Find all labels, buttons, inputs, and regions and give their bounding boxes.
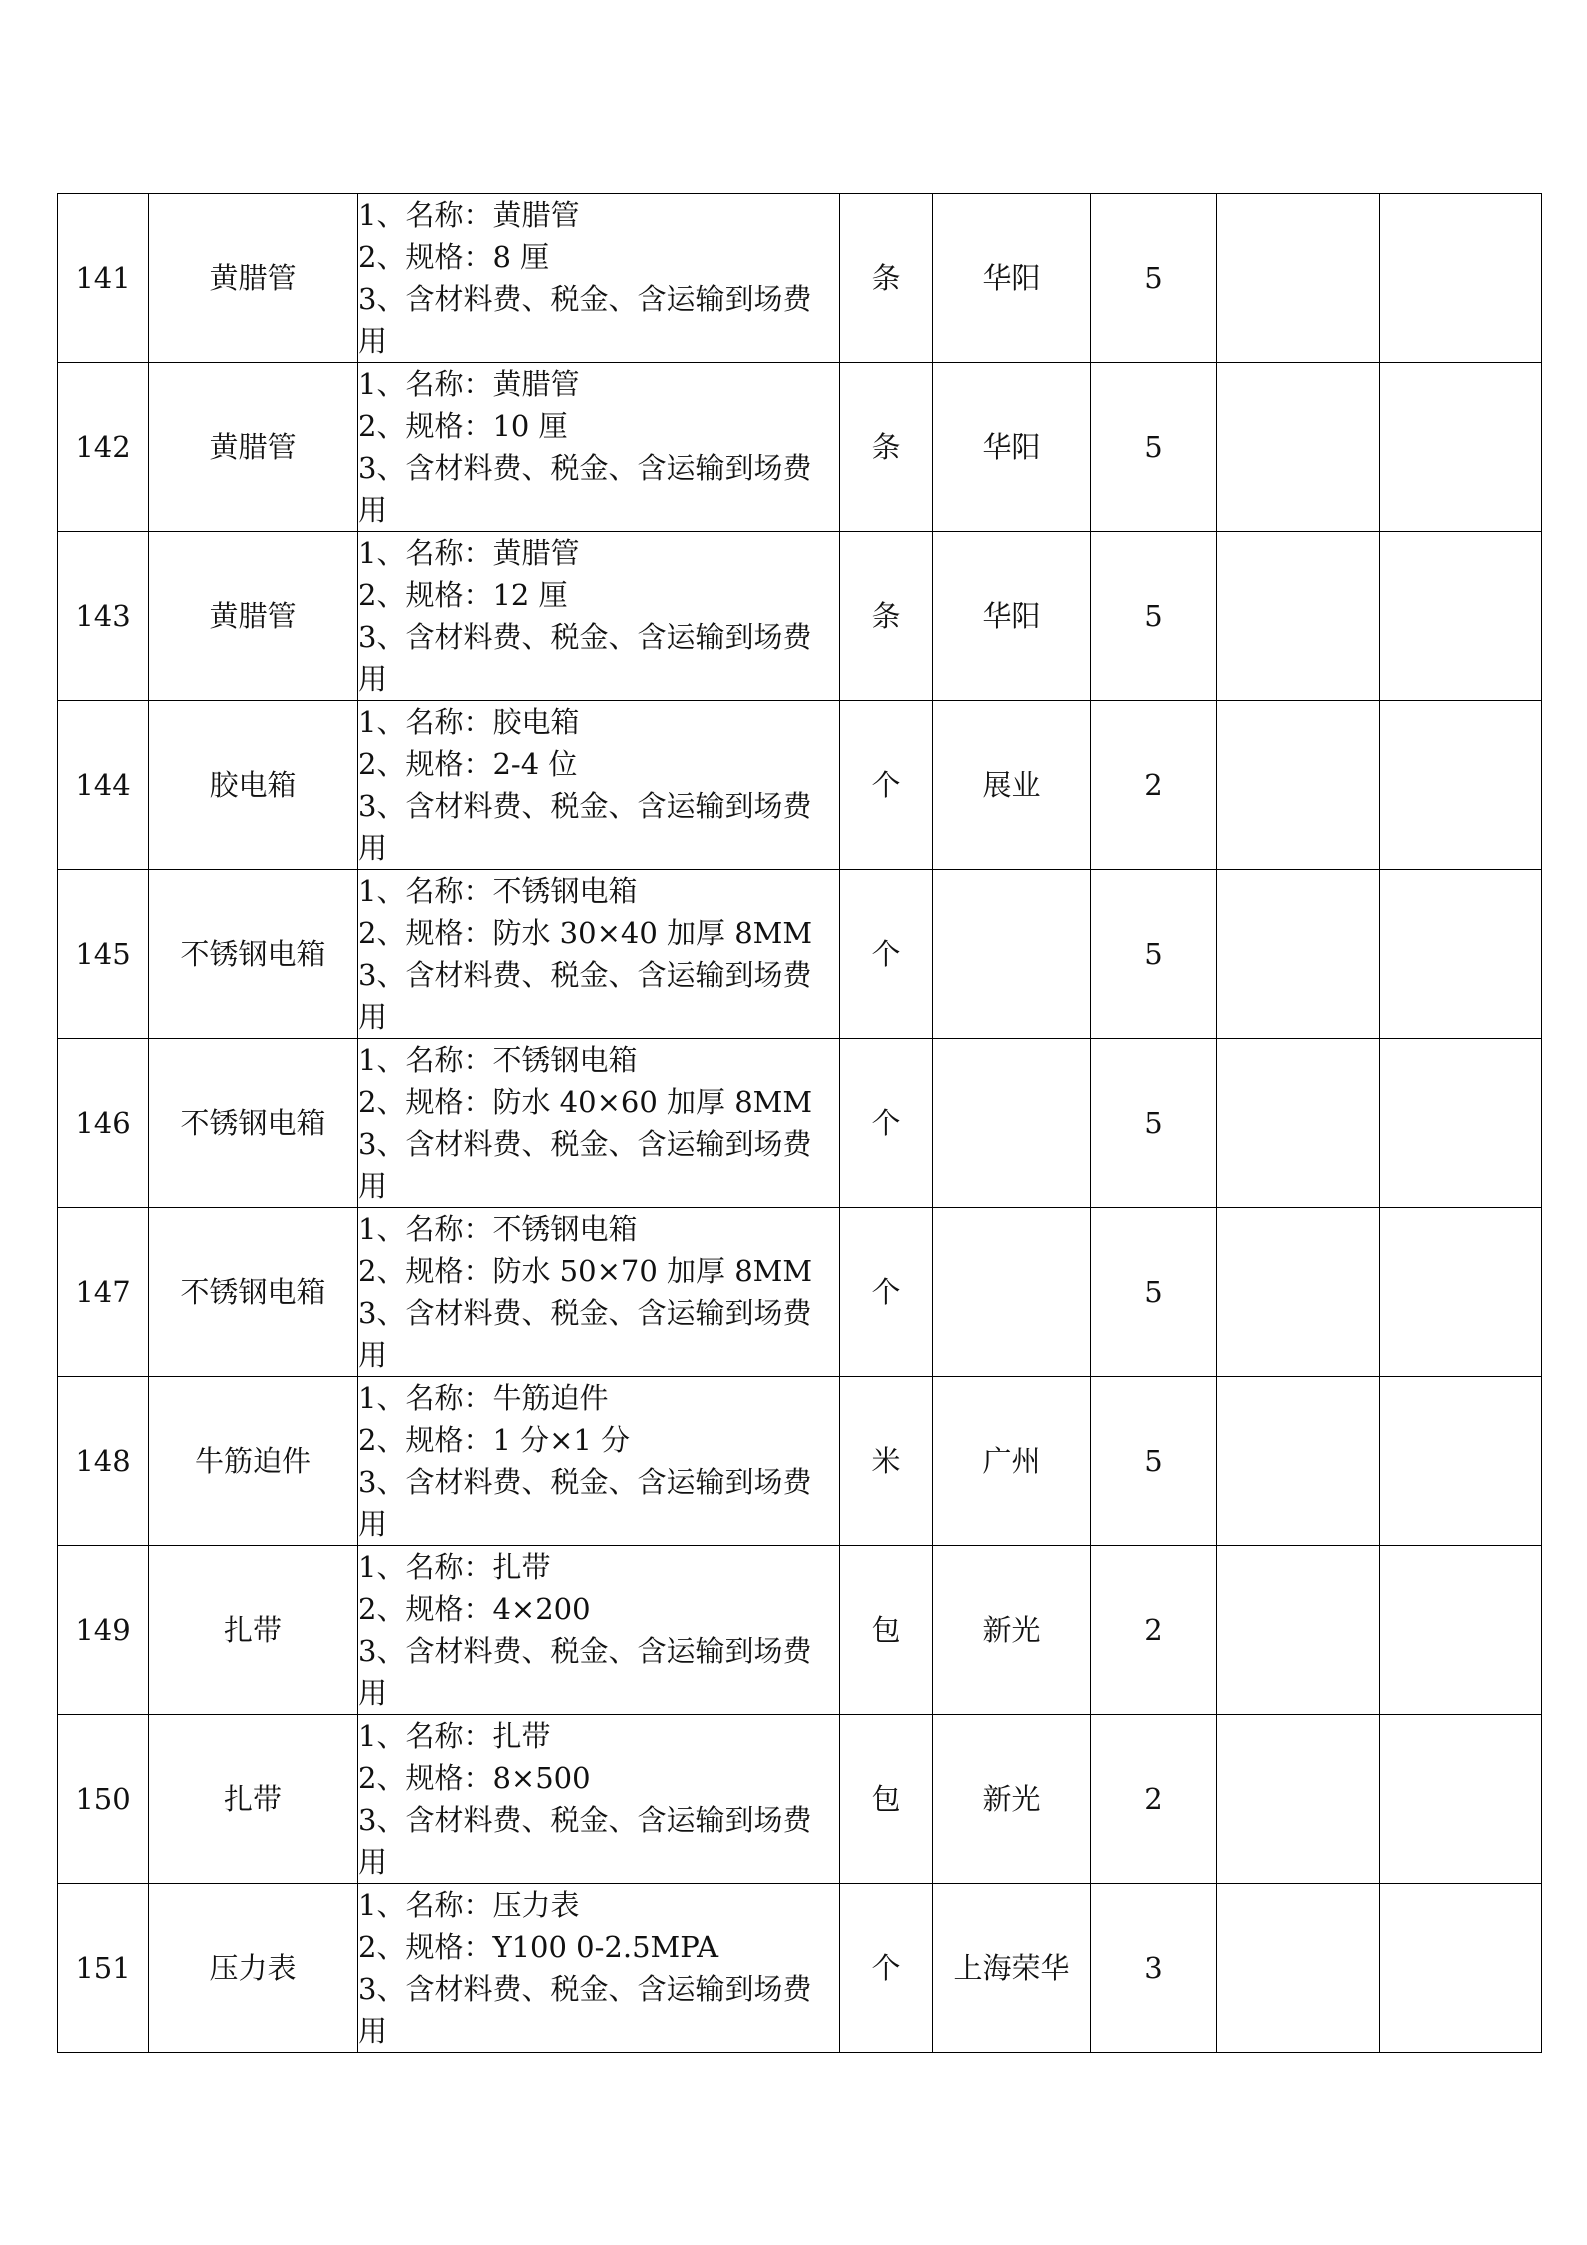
- item-unit-cell: 条: [840, 532, 933, 701]
- item-total-price-cell: [1380, 363, 1542, 532]
- item-description-cell: [358, 1208, 840, 1377]
- table-row: [58, 1546, 1542, 1715]
- table-row: [58, 701, 1542, 870]
- description-line: 3、含材料费、税金、含运输到场费: [358, 958, 812, 992]
- description-line: 3、含材料费、税金、含运输到场费: [358, 620, 812, 654]
- description-line: 用: [358, 831, 388, 865]
- item-unit-cell: 个: [840, 870, 933, 1039]
- item-quantity-cell: 5: [1091, 532, 1217, 701]
- item-total-price-cell: [1380, 1377, 1542, 1546]
- description-line: 1、名称：扎带: [358, 1550, 551, 1584]
- description-line: 3、含材料费、税金、含运输到场费: [358, 789, 812, 823]
- description-line: 1、名称：不锈钢电箱: [358, 1043, 638, 1077]
- item-brand-cell: [933, 1039, 1091, 1208]
- item-total-price-cell: [1380, 1884, 1542, 2053]
- table-row: [58, 194, 1542, 363]
- item-number-cell: 151: [58, 1884, 149, 2053]
- description-line: 用: [358, 1338, 388, 1372]
- item-brand-cell: 上海荣华: [933, 1884, 1091, 2053]
- item-number-cell: 147: [58, 1208, 149, 1377]
- description-line: 1、名称：胶电箱: [358, 705, 580, 739]
- item-unit-price-cell: [1217, 1884, 1380, 2053]
- item-unit-price-cell: [1217, 363, 1380, 532]
- description-line: 1、名称：不锈钢电箱: [358, 874, 638, 908]
- description-line: 用: [358, 493, 388, 527]
- item-unit-cell: 个: [840, 1884, 933, 2053]
- item-unit-cell: 米: [840, 1377, 933, 1546]
- item-total-price-cell: [1380, 870, 1542, 1039]
- item-total-price-cell: [1380, 532, 1542, 701]
- item-description-cell: [358, 870, 840, 1039]
- description-line: 2、规格：Y100 0-2.5MPA: [358, 1930, 719, 1964]
- item-unit-cell: 个: [840, 1039, 933, 1208]
- description-line: 用: [358, 1000, 388, 1034]
- description-line: 2、规格：8×500: [358, 1761, 591, 1795]
- description-line: 用: [358, 1845, 388, 1879]
- item-number-cell: 150: [58, 1715, 149, 1884]
- description-line: 2、规格：12 厘: [358, 578, 568, 612]
- item-unit-price-cell: [1217, 1715, 1380, 1884]
- item-unit-price-cell: [1217, 701, 1380, 870]
- item-unit-price-cell: [1217, 1377, 1380, 1546]
- item-quantity-cell: 5: [1091, 1377, 1217, 1546]
- item-brand-cell: 华阳: [933, 194, 1091, 363]
- table-row: [58, 532, 1542, 701]
- item-brand-cell: 华阳: [933, 532, 1091, 701]
- item-quantity-cell: 2: [1091, 701, 1217, 870]
- item-description-cell: [358, 701, 840, 870]
- description-line: 用: [358, 1507, 388, 1541]
- item-unit-cell: 条: [840, 363, 933, 532]
- item-quantity-cell: 5: [1091, 1039, 1217, 1208]
- item-description-cell: [358, 1715, 840, 1884]
- item-name-cell: 牛筋迫件: [149, 1377, 358, 1546]
- table-body: [58, 194, 1542, 2053]
- item-brand-cell: 新光: [933, 1715, 1091, 1884]
- item-description-cell: [358, 363, 840, 532]
- table-row: [58, 1039, 1542, 1208]
- description-line: 3、含材料费、税金、含运输到场费: [358, 1127, 812, 1161]
- item-total-price-cell: [1380, 1546, 1542, 1715]
- description-line: 2、规格：1 分×1 分: [358, 1423, 631, 1457]
- item-total-price-cell: [1380, 194, 1542, 363]
- description-line: 2、规格：8 厘: [358, 240, 550, 274]
- table-row: [58, 1715, 1542, 1884]
- item-unit-cell: 个: [840, 1208, 933, 1377]
- description-line: 2、规格：10 厘: [358, 409, 568, 443]
- description-line: 1、名称：扎带: [358, 1719, 551, 1753]
- item-name-cell: 胶电箱: [149, 701, 358, 870]
- item-name-cell: 不锈钢电箱: [149, 1208, 358, 1377]
- item-brand-cell: 华阳: [933, 363, 1091, 532]
- item-unit-cell: 条: [840, 194, 933, 363]
- item-description-cell: [358, 1546, 840, 1715]
- item-number-cell: 146: [58, 1039, 149, 1208]
- item-quantity-cell: 3: [1091, 1884, 1217, 2053]
- description-line: 3、含材料费、税金、含运输到场费: [358, 1803, 812, 1837]
- description-line: 1、名称：压力表: [358, 1888, 580, 1922]
- item-unit-price-cell: [1217, 1546, 1380, 1715]
- item-name-cell: 不锈钢电箱: [149, 1039, 358, 1208]
- item-description-cell: [358, 1884, 840, 2053]
- item-quantity-cell: 2: [1091, 1715, 1217, 1884]
- table-row: [58, 1377, 1542, 1546]
- item-unit-cell: 包: [840, 1546, 933, 1715]
- description-line: 1、名称：黄腊管: [358, 198, 580, 232]
- item-quantity-cell: 5: [1091, 194, 1217, 363]
- materials-table: [57, 193, 1542, 2053]
- item-total-price-cell: [1380, 1208, 1542, 1377]
- item-name-cell: 黄腊管: [149, 532, 358, 701]
- description-line: 用: [358, 1169, 388, 1203]
- item-quantity-cell: 5: [1091, 363, 1217, 532]
- description-line: 2、规格：4×200: [358, 1592, 591, 1626]
- item-name-cell: 黄腊管: [149, 363, 358, 532]
- item-name-cell: 扎带: [149, 1715, 358, 1884]
- item-name-cell: 扎带: [149, 1546, 358, 1715]
- description-line: 2、规格：防水 30×40 加厚 8MM: [358, 916, 813, 950]
- description-line: 用: [358, 324, 388, 358]
- item-number-cell: 149: [58, 1546, 149, 1715]
- description-line: 3、含材料费、税金、含运输到场费: [358, 1296, 812, 1330]
- item-description-cell: [358, 1039, 840, 1208]
- item-number-cell: 142: [58, 363, 149, 532]
- item-brand-cell: [933, 870, 1091, 1039]
- item-quantity-cell: 5: [1091, 870, 1217, 1039]
- table-row: [58, 1208, 1542, 1377]
- item-brand-cell: 广州: [933, 1377, 1091, 1546]
- item-name-cell: 不锈钢电箱: [149, 870, 358, 1039]
- description-line: 2、规格：防水 40×60 加厚 8MM: [358, 1085, 813, 1119]
- item-unit-cell: 个: [840, 701, 933, 870]
- description-line: 3、含材料费、税金、含运输到场费: [358, 451, 812, 485]
- item-brand-cell: 展业: [933, 701, 1091, 870]
- description-line: 用: [358, 2014, 388, 2048]
- item-unit-price-cell: [1217, 1208, 1380, 1377]
- item-unit-price-cell: [1217, 870, 1380, 1039]
- item-total-price-cell: [1380, 1039, 1542, 1208]
- description-line: 2、规格：防水 50×70 加厚 8MM: [358, 1254, 813, 1288]
- item-total-price-cell: [1380, 701, 1542, 870]
- item-name-cell: 压力表: [149, 1884, 358, 2053]
- table-row: [58, 363, 1542, 532]
- item-unit-price-cell: [1217, 532, 1380, 701]
- item-number-cell: 143: [58, 532, 149, 701]
- description-line: 3、含材料费、税金、含运输到场费: [358, 282, 812, 316]
- description-line: 1、名称：牛筋迫件: [358, 1381, 609, 1415]
- item-description-cell: [358, 1377, 840, 1546]
- item-number-cell: 144: [58, 701, 149, 870]
- item-description-cell: [358, 194, 840, 363]
- item-brand-cell: 新光: [933, 1546, 1091, 1715]
- item-name-cell: 黄腊管: [149, 194, 358, 363]
- item-total-price-cell: [1380, 1715, 1542, 1884]
- description-line: 用: [358, 1676, 388, 1710]
- description-line: 3、含材料费、税金、含运输到场费: [358, 1972, 812, 2006]
- item-number-cell: 145: [58, 870, 149, 1039]
- item-number-cell: 148: [58, 1377, 149, 1546]
- description-line: 2、规格：2-4 位: [358, 747, 578, 781]
- description-line: 3、含材料费、税金、含运输到场费: [358, 1634, 812, 1668]
- item-description-cell: [358, 532, 840, 701]
- item-brand-cell: [933, 1208, 1091, 1377]
- description-line: 1、名称：黄腊管: [358, 367, 580, 401]
- item-unit-price-cell: [1217, 194, 1380, 363]
- table-row: [58, 1884, 1542, 2053]
- item-unit-cell: 包: [840, 1715, 933, 1884]
- item-number-cell: 141: [58, 194, 149, 363]
- item-quantity-cell: 5: [1091, 1208, 1217, 1377]
- table-row: [58, 870, 1542, 1039]
- description-line: 3、含材料费、税金、含运输到场费: [358, 1465, 812, 1499]
- description-line: 用: [358, 662, 388, 696]
- item-unit-price-cell: [1217, 1039, 1380, 1208]
- description-line: 1、名称：黄腊管: [358, 536, 580, 570]
- item-quantity-cell: 2: [1091, 1546, 1217, 1715]
- description-line: 1、名称：不锈钢电箱: [358, 1212, 638, 1246]
